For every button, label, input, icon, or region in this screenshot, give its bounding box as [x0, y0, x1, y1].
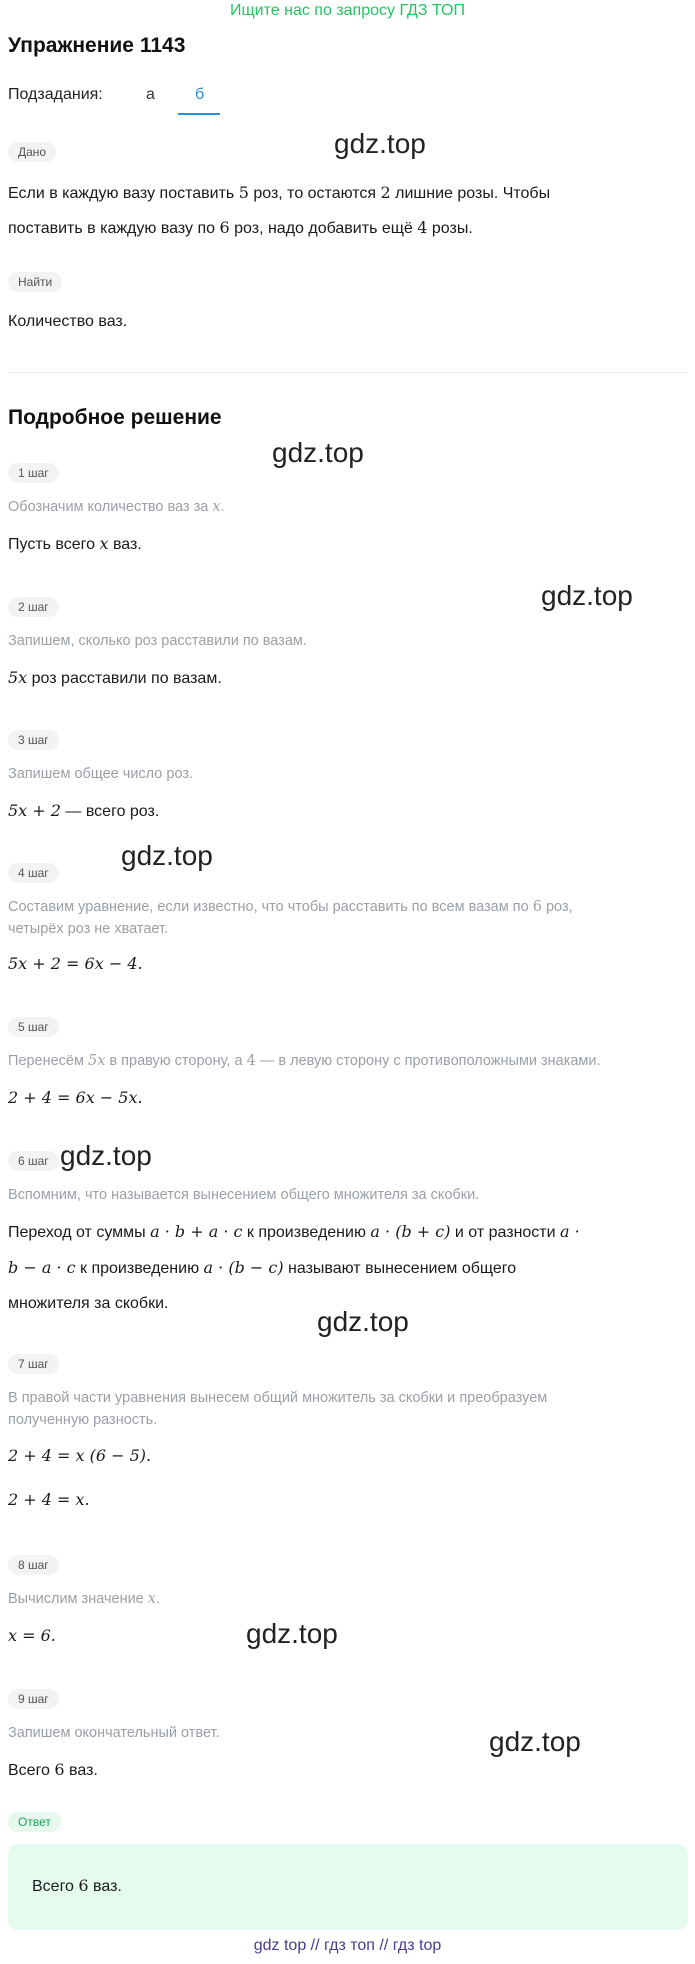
given-line-1: Если в каждую вазу поставить 5 роз, то остаются 2 лишние розы. Чтобы — [8, 183, 551, 202]
step-7-hint-line-2: полученную разность. — [8, 1412, 158, 1428]
footer-link-gdz-top-mixed[interactable]: гдз top — [392, 1937, 442, 1954]
watermark: gdz.top — [317, 1306, 409, 1337]
step-2-badge: 2 шаг — [8, 597, 59, 617]
step-1-hint: Обозначим количество ваз за x. — [8, 499, 225, 515]
step-3-badge: 3 шаг — [8, 730, 59, 750]
given-line-2: поставить в каждую вазу по 6 роз, надо добавить ещё 4 розы. — [8, 218, 473, 237]
step-2-text: 5x роз расставили по вазам. — [8, 668, 222, 687]
step-5-hint: Перенесём 5x в правую сторону, а 4 — в левую сторону с противоположными знаками. — [8, 1053, 601, 1069]
answer-text: Всего 6 ваз. — [32, 1876, 122, 1895]
promo-banner: Ищите нас по запросу ГДЗ ТОП — [230, 2, 465, 19]
given-badge: Дано — [8, 142, 56, 162]
step-8-equation: x = 6. — [8, 1626, 56, 1645]
watermark: gdz.top — [489, 1726, 581, 1757]
step-4-hint-line-1: Составим уравнение, если известно, что чтобы расставить по всем вазам по 6 роз, — [8, 899, 573, 915]
step-1-badge: 1 шаг — [8, 463, 59, 483]
step-9-text: Всего 6 ваз. — [8, 1760, 98, 1779]
footer-link-gdz-top-ru[interactable]: гдз топ — [324, 1937, 375, 1954]
watermark: gdz.top — [121, 840, 213, 871]
subtask-tab-a[interactable]: а — [146, 86, 155, 103]
footer-links — [0, 1937, 695, 1955]
step-6-line-1: Переход от суммы a · b + a · c к произведению a · (b + c) и от разности a · — [8, 1222, 580, 1241]
step-9-hint: Запишем окончательный ответ. — [8, 1725, 220, 1741]
page-title: Упражнение 1143 — [8, 34, 186, 57]
step-5-badge: 5 шаг — [8, 1017, 59, 1037]
step-6-badge: 6 шаг — [8, 1151, 59, 1171]
footer-separator: // — [379, 1937, 389, 1954]
step-3-hint: Запишем общее число роз. — [8, 766, 194, 782]
step-8-badge: 8 шаг — [8, 1555, 59, 1575]
watermark: gdz.top — [246, 1618, 338, 1649]
find-text: Количество ваз. — [8, 313, 128, 330]
subtask-tab-b[interactable]: б — [195, 86, 205, 103]
watermark: gdz.top — [60, 1140, 152, 1171]
watermark: gdz.top — [541, 580, 633, 611]
find-badge: Найти — [8, 272, 62, 292]
step-6-line-3: множителя за скобки. — [8, 1295, 169, 1312]
step-4-hint-line-2: четырёх роз не хватает. — [8, 921, 169, 937]
answer-badge: Ответ — [8, 1812, 61, 1832]
step-7-equation-1: 2 + 4 = x (6 − 5). — [8, 1446, 152, 1465]
step-2-hint: Запишем, сколько роз расставили по вазам. — [8, 633, 307, 649]
step-6-hint: Вспомним, что называется вынесением общего множителя за скобки. — [8, 1187, 480, 1203]
step-1-text: Пусть всего x ваз. — [8, 534, 142, 553]
watermark: gdz.top — [272, 437, 364, 468]
step-7-badge: 7 шаг — [8, 1354, 59, 1374]
step-4-equation: 5x + 2 = 6x − 4. — [8, 954, 143, 973]
active-tab-indicator — [178, 113, 220, 115]
watermark: gdz.top — [334, 128, 426, 159]
step-7-equation-2: 2 + 4 = x. — [8, 1490, 90, 1509]
step-8-hint: Вычислим значение x. — [8, 1591, 160, 1607]
footer-link-gdz-top[interactable]: gdz top — [253, 1937, 307, 1954]
subtasks-label: Подзадания: — [8, 86, 103, 103]
step-6-line-2: b − a · c к произведению a · (b − c) называют вынесением общего — [8, 1258, 517, 1277]
section-divider — [8, 372, 688, 373]
step-7-hint-line-1: В правой части уравнения вынесем общий множитель за скобки и преобразуем — [8, 1390, 548, 1406]
step-5-equation: 2 + 4 = 6x − 5x. — [8, 1088, 143, 1107]
footer-separator: // — [310, 1937, 320, 1954]
step-4-badge: 4 шаг — [8, 863, 59, 883]
step-9-badge: 9 шаг — [8, 1689, 59, 1709]
solution-title: Подробное решение — [8, 406, 222, 429]
step-3-text: 5x + 2 — всего роз. — [8, 801, 160, 820]
